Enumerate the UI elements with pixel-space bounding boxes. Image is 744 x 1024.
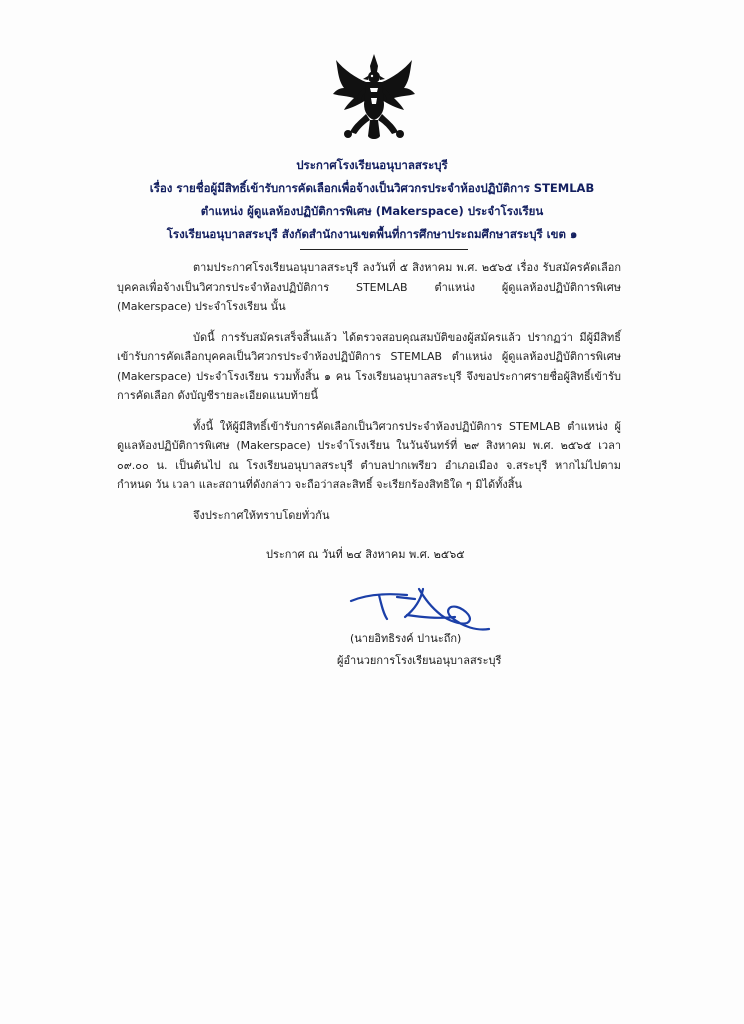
- issue-date-line: ประกาศ ณ วันที่ ๒๔ สิงหาคม พ.ศ. ๒๕๖๕: [266, 548, 465, 561]
- signer-title: ผู้อำนวยการโรงเรียนอนุบาลสระบุรี: [337, 654, 502, 667]
- paragraph-intro: ตามประกาศโรงเรียนอนุบาลสระบุรี ลงวันที่ ๕ สิงหาคม พ.ศ. ๒๕๖๕ เรื่อง รับสมัครคัดเลือกบุคคลเพื่อจ้างเป็นวิศวกรประจำห้องปฏิบัติการ STEMLAB ตำแหน่ง ผู้ดูแลห้องปฏิบัติการพิเศษ (Makerspace) ประจำโรงเรียน นั้น: [117, 261, 621, 313]
- title-divider: [300, 249, 468, 250]
- paragraph-schedule: ทั้งนี้ ให้ผู้มีสิทธิ์เข้ารับการคัดเลือกเป็นวิศวกรประจำห้องปฏิบัติการ STEMLAB ตำแหน่ง ผู้ดูแลห้องปฏิบัติการพิเศษ (Makerspace) ประจำโรงเรียน ในวันจันทร์ที่ ๒๙ สิงหาคม พ.ศ. ๒๕๖๕ เวลา ๐๙.๐๐ น. เป็นต้นไป ณ โรงเรียนอนุบาลสระบุรี ตำบลปากเพรียว อำเภอเมือง จ.สระบุรี หากไม่ไปตามกำหนด วัน เวลา และสถานที่ดังกล่าว จะถือว่าสละสิทธิ์ จะเรียกร้องสิทธิใด ๆ มิได้ทั้งสิ้น: [117, 419, 621, 491]
- subject-line: เรื่อง รายชื่อผู้มีสิทธิ์เข้ารับการคัดเลือกเพื่อจ้างเป็นวิศวกรประจำห้องปฏิบัติการ STEMLAB: [149, 181, 595, 195]
- garuda-emblem-icon: [330, 52, 418, 142]
- signer-name: (นายอิทธิรงค์ ปานะถึก): [350, 632, 462, 645]
- announcement-title: ประกาศโรงเรียนอนุบาลสระบุรี: [296, 158, 448, 172]
- announcement-body: [117, 258, 621, 525]
- position-line: ตำแหน่ง ผู้ดูแลห้องปฏิบัติการพิเศษ (Makerspace) ประจำโรงเรียน: [200, 204, 544, 218]
- paragraph-result: บัดนี้ การรับสมัครเสร็จสิ้นแล้ว ได้ตรวจสอบคุณสมบัติของผู้สมัครแล้ว ปรากฏว่า มีผู้มีสิทธิ์เข้ารับการคัดเลือกบุคคลเป็นวิศวกรประจำห้องปฏิบัติการ STEMLAB ตำแหน่ง ผู้ดูแลห้องปฏิบัติการพิเศษ (Makerspace) ประจำโรงเรียน รวมทั้งสิ้น ๑ คน โรงเรียนอนุบาลสระบุรี จึงขอประกาศรายชื่อผู้สิทธิ์เข้ารับการคัดเลือก ดังบัญชีรายละเอียดแนบท้ายนี้: [117, 330, 621, 402]
- school-line: โรงเรียนอนุบาลสระบุรี สังกัดสำนักงานเขตพื้นที่การศึกษาประถมศึกษาสระบุรี เขต ๑: [166, 227, 578, 241]
- closing-line: จึงประกาศให้ทราบโดยทั่วกัน: [193, 508, 330, 522]
